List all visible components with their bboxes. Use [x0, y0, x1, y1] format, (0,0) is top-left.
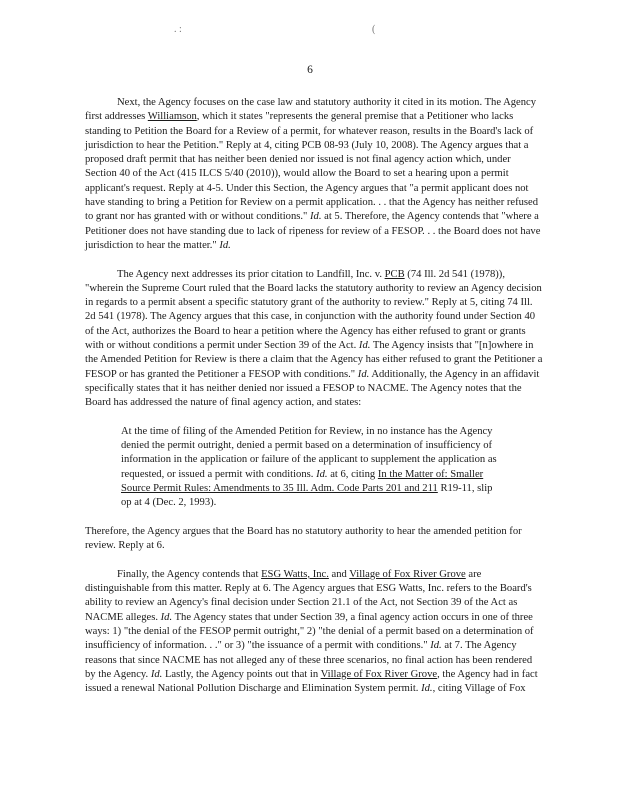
text-run: R19-11, slip op at 4 (Dec. 2, 1993). — [121, 483, 493, 509]
citation-id: Id. — [357, 368, 370, 380]
text-run: At the time of filing of the Amended Petition for Review, in no instance has the Agency denied the permit outright, denied a permit based on a determination of insufficiency of information in the application or failure of the applicant to supplement the application as requested, or issued a permit with conditions. — [121, 425, 497, 480]
paragraph-conclusion: Therefore, the Agency argues that the Board has no statutory authority to hear the amended petition for review. Reply at 6. — [85, 525, 522, 552]
text-run: Lastly, the Agency points out that in — [162, 668, 321, 680]
case-name: In the Matter of: Smaller Source Permit Rules: Amendments to 35 Ill. Adm. Code Parts 201 and 211 — [121, 468, 484, 495]
text-run: at 6, citing — [327, 468, 378, 480]
scan-mark-left: . : — [174, 24, 182, 35]
text-run: Finally, the Agency contends that — [117, 568, 262, 580]
block-quote — [85, 425, 543, 511]
citation-id: Id. — [358, 340, 371, 352]
case-name: ESG Watts, Inc. — [261, 568, 329, 580]
text-run: Additionally, the Agency in an affidavit specifically states that it has neither denied nor issued a FESOP to NACME. The Agency notes that the Board has addressed the nature of final agency action, and states: — [85, 368, 540, 409]
citation-id: Id. — [160, 611, 173, 623]
citation-id: Id. — [219, 239, 231, 251]
text-run: , citing Village of Fox — [432, 683, 526, 695]
text-run: The Agency states that under Section 39, a final agency action occurs in one of three ways: 1) "the denial of the FESOP permit outright," 2) "the denial of a permit based on a determination of insufficiency of information. . ." or 3) "the issuance of a permit with conditions." — [85, 611, 534, 652]
paragraph-landfill — [85, 268, 543, 411]
citation-id: Id. — [310, 211, 322, 223]
text-run: at 5. Therefore, the Agency contends that "where a Petitioner does not have standing due to lack of ripeness for review of a FESOP. . . the Board does not have jurisdiction to hear the matter." — [85, 211, 541, 251]
text-run: Next, the Agency focuses on the case law and statutory authority it cited in its motion. The Agency first addresses — [85, 97, 537, 123]
case-name: Village of Fox River Grove — [320, 668, 438, 680]
case-name: Village of Fox River Grove — [349, 568, 466, 580]
text-run: (74 Ill. 2d 541 (1978)), "wherein the Supreme Court ruled that the Board lacks the statutory authority to review an Agency decision in regards to a permit absent a specific statutory grant of the authority to review." Reply at 5, citing 74 Ill. 2d 541 (1978). The Agency argues that this case, in conjunction with the authority found under Section 40 of the Act, authorizes the Board to hear a petition where the Agency has either refused to grant or grants with or without conditions a permit under Section 39 of the Act. — [85, 268, 542, 352]
text-run: at 7. The Agency reasons that since NACME has not alleged any of these three scenarios, no final action has been rendered by the Agency. — [85, 640, 533, 680]
case-name: Williamson — [147, 111, 197, 123]
text-run: are distinguishable from this matter. Reply at 6. The Agency argues that ESG Watts, Inc. refers to the Board's ability to review an Agency's final decision under Section 21.1 of the Act, not Section 39 of the Act as NACME alleges. — [85, 568, 532, 623]
text-run: The Agency insists that "[n]owhere in the Amended Petition for Review is there a claim that the Agency has either refused to grant the Petitioner a FESOP or has granted the Petitioner a FESOP with conditions." — [85, 340, 543, 380]
scan-mark-right: ( — [372, 24, 376, 35]
page-number: 6 — [307, 64, 313, 76]
citation-id: Id. — [421, 683, 433, 695]
document-body — [85, 96, 543, 696]
text-run: , which it states "represents the general premise that a Petitioner who lacks standing to Petition the Board for a Review of a permit, for whatever reason, results in the Board's lack of jurisdiction to hear the Petition." Reply at 4, citing PCB 08-93 (July 10, 2008). The Agency argues that a proposed draft permit that has neither been denied nor issued is not final agency action which, under Section 40 of the Act (415 ILCS 5/40 (2010)), would allow the Board to set a hearing upon a permit applicant's request. Reply at 4-5. Under this Section, the Agency argues that "a permit applicant does not have standing to bring a Petition for Review on a permit application. . . that the Agency has neither refused to grant nor has granted with or without conditions." — [85, 111, 539, 223]
paragraph-esg-watts — [85, 568, 543, 697]
text-run: The Agency next addresses its prior citation to Landfill, Inc. v. — [117, 268, 385, 280]
text-run: and — [328, 568, 350, 580]
citation-id: Id. — [430, 640, 442, 652]
citation-id: Id. — [150, 668, 163, 680]
paragraph-williamson — [85, 96, 543, 253]
text-run: , the Agency had in fact issued a renewal National Pollution Discharge and Elimination System permit. — [85, 668, 538, 695]
citation-id: Id. — [316, 468, 328, 480]
case-name: PCB — [384, 268, 405, 280]
